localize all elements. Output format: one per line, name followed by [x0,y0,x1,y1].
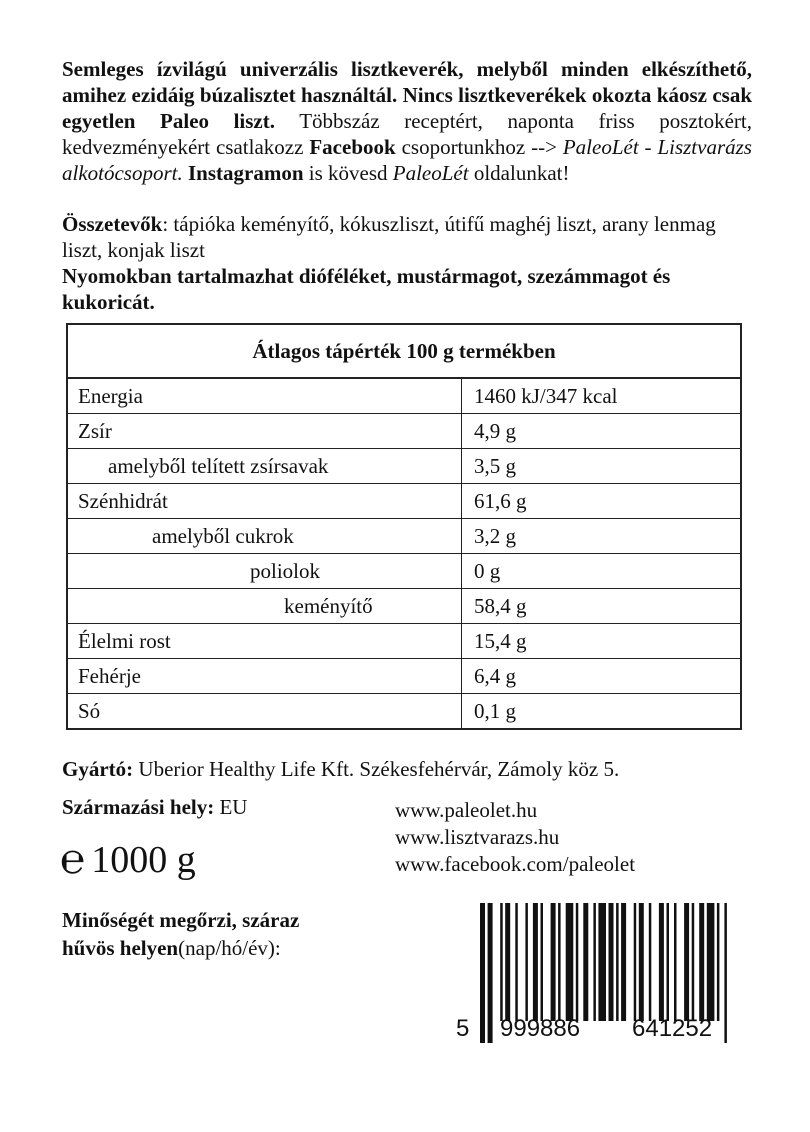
barcode-bar [707,903,715,1021]
barcode-bar [533,903,538,1021]
group-name: PaleoLét - Lisztvarázs alkotócsoport. [62,135,752,185]
instagram-label: Instagramon [188,161,304,185]
barcode-bar [525,903,528,1021]
nutrient-value: 6,4 g [462,659,742,694]
barcode-bar [515,903,518,1021]
table-row [67,378,741,414]
net-weight [60,838,196,882]
barcode-bar [480,903,485,1043]
barcode-bar [551,903,556,1021]
description-text-4: oldalunkat! [468,161,570,185]
nutrient-label: Élelmi rost [67,624,462,659]
allergen-warning: Nyomokban tartalmazhat dióféléket, mustármagot, szezámmagot és kukoricát. [62,264,671,314]
barcode-bar [616,903,619,1021]
best-before-format: (nap/hó/év): [178,936,281,960]
table-row [67,694,741,730]
nutrient-label: poliolok [67,554,462,589]
nutrient-label: Szénhidrát [67,484,462,519]
nutrient-label: Energia [67,378,462,414]
manufacturer-label: Gyártó: [62,757,134,781]
barcode-bar [576,903,579,1021]
nutrient-value: 1460 kJ/347 kcal [462,378,742,414]
barcode-right-digits: 641252 [632,1015,713,1042]
nutrient-value: 58,4 g [462,589,742,624]
weight-value: 1000 g [91,839,196,881]
barcode-bar [500,903,503,1021]
nutrient-label: Zsír [67,414,462,449]
nutrient-label: amelyből telített zsírsavak [67,449,462,484]
best-before-bold: hűvös helyen [62,936,179,960]
nutrient-value: 15,4 g [462,624,742,659]
nutrient-label: Fehérje [67,659,462,694]
ingredients [62,211,742,263]
barcode-bar [558,903,561,1021]
facebook-label: Facebook [309,135,396,159]
barcode-bar [634,903,637,1021]
link-facebook[interactable]: www.facebook.com/paleolet [395,852,636,876]
nutrient-value: 3,2 g [462,519,742,554]
barcode-bar [649,903,652,1021]
table-row [67,449,741,484]
table-row [67,519,741,554]
manufacturer-text: Uberior Healthy Life Kft. Székesfehérvár, Zámoly köz 5. [133,757,620,781]
table-row [67,484,741,519]
description-text-2: csoportunkhoz --> [395,135,563,159]
barcode-first-digit: 5 [456,1015,470,1042]
nutrient-label: keményítő [67,589,462,624]
nutrient-value: 0 g [462,554,742,589]
origin-value: EU [214,795,248,819]
ingredients-text: : tápióka keményítő, kókuszliszt, útifű maghéj liszt, arany lenmag liszt, konjak liszt [62,212,716,262]
table-row [67,554,741,589]
barcode-bar [541,903,544,1021]
link-lisztvarazs[interactable]: www.lisztvarazs.hu [395,825,560,849]
nutrient-value: 3,5 g [462,449,742,484]
table-row [67,589,741,624]
nutrition-title: Átlagos tápérték 100 g termékben [67,324,741,378]
nutrient-value: 61,6 g [462,484,742,519]
description-bold: Semleges ízvilágú univerzális lisztkeverék, melyből minden elkészíthető, amihez ezidáig búzalisztet használtál. Nincs lisztkeverékek okozta káosz csak egyetlen Paleo liszt. [62,57,752,133]
description-text: Többszáz receptért, naponta friss posztokért, kedvezményekért csatlakozz [62,109,753,159]
barcode-bar [609,903,614,1021]
best-before-line1: Minőségét megőrzi, száraz [62,908,300,932]
barcode-bar [667,903,670,1021]
barcode-bar [659,903,664,1021]
barcode-bar [583,903,588,1021]
barcode-bar [724,903,727,1043]
barcode-bar [674,903,677,1021]
estimated-sign-icon: ℮ [60,837,86,883]
barcode-bar [505,903,510,1021]
link-paleolet[interactable]: www.paleolet.hu [395,798,538,822]
table-row [67,624,741,659]
origin [62,795,247,820]
barcode-bar [684,903,689,1021]
nutrient-label: Só [67,694,462,730]
nutrient-label: amelyből cukrok [67,519,462,554]
manufacturer [62,757,762,782]
description-text-3: is kövesd [303,161,393,185]
barcode-bar [598,903,606,1021]
product-description [62,56,752,186]
nutrient-value: 4,9 g [462,414,742,449]
barcode-left-digits: 999886 [500,1015,581,1042]
barcode [452,895,752,1055]
origin-label: Származási hely: [62,795,215,819]
barcode-bar [699,903,704,1021]
table-row [67,414,741,449]
nutrition-table [66,323,742,730]
brand-name: PaleoLét [392,161,469,185]
barcode-bar [566,903,574,1021]
ingredients-label: Összetevők [62,212,163,236]
barcode-bar [692,903,695,1021]
barcode-bar [639,903,644,1021]
barcode-bar [717,903,720,1021]
nutrient-value: 0,1 g [462,694,742,730]
table-row [67,659,741,694]
best-before [62,906,299,962]
barcode-bar [621,903,626,1021]
barcode-bar [593,903,596,1021]
website-links [395,797,635,878]
barcode-bar [488,903,493,1043]
